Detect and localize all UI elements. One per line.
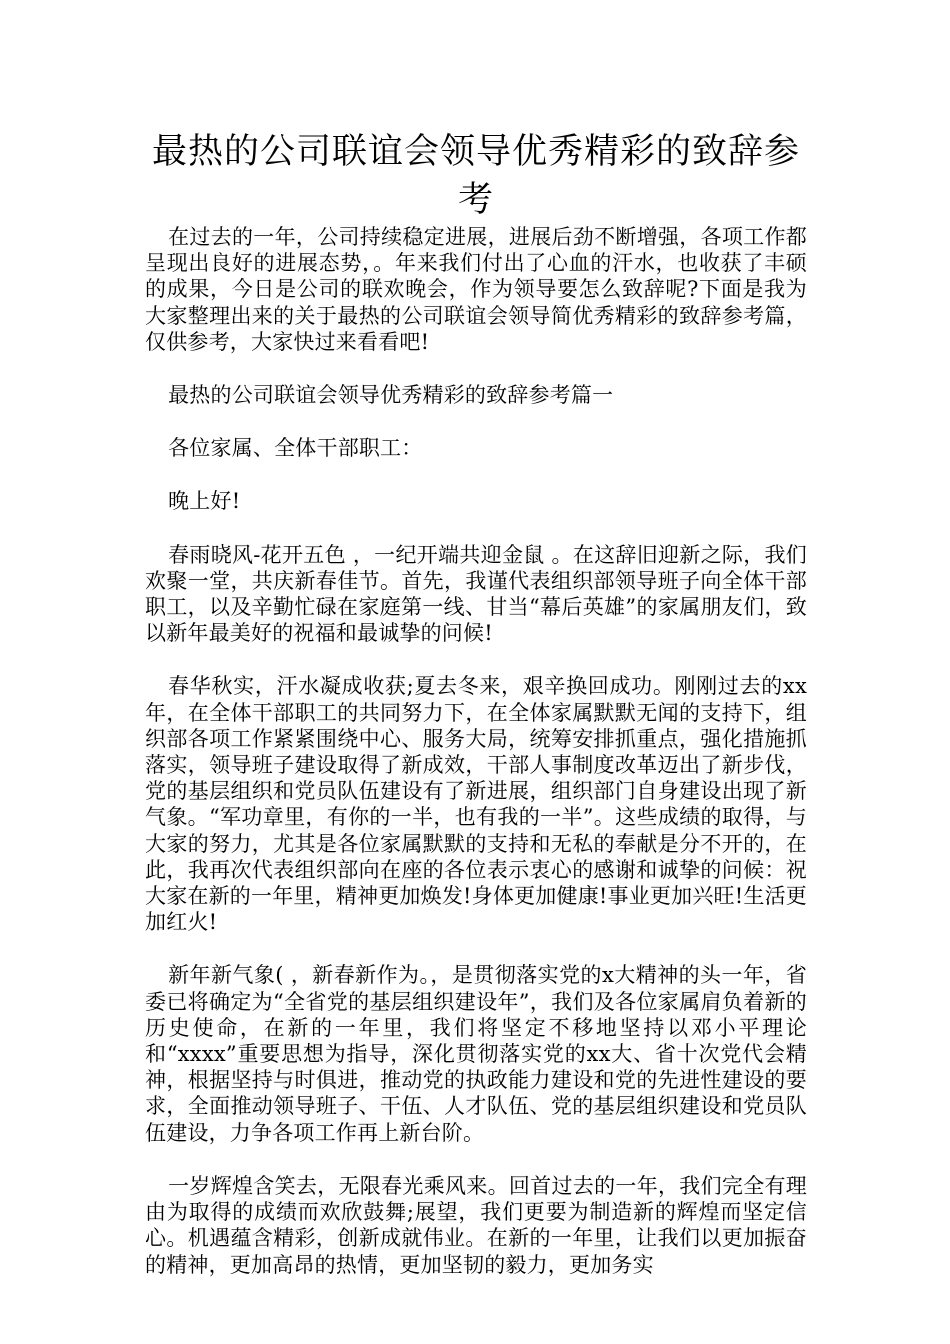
paragraph-gap [145,646,807,673]
document-page [145,128,807,1278]
body-paragraph-4: 一岁辉煌含笑去，无限春光乘风来。回首过去的一年，我们完全有理由为取得的成绩而欢欣鼓舞;展望，我们更要为制造新的辉煌而坚定信心。机遇蕴含精彩，创新成就伟业。在新的一年里，让我们以更加振奋的精神，更加高昂的热情，更加坚韧的毅力，更加务实 [145,1173,807,1277]
body-paragraph-1: 春雨晓风-花开五色 ，一纪开端共迎金鼠 。在这辞旧迎新之际，我们欢聚一堂，共庆新春佳节。首先，我谨代表组织部领导班子向全体干部职工，以及辛勤忙碌在家庭第一线、甘当“幕后英雄”的家属朋友们，致以新年最美好的祝福和最诚挚的问候! [145,542,807,646]
intro-paragraph: 在过去的一年，公司持续稳定进展，进展后劲不断增强，各项工作都呈现出良好的进展态势，。年来我们付出了心血的汗水，也收获了丰硕的成果，今日是公司的联欢晚会，作为领导要怎么致辞呢?下面是我为大家整理出来的关于最热的公司联谊会领导简优秀精彩的致辞参考篇，仅供参考，大家快过来看看吧! [145,225,807,354]
document-title: 最热的公司联谊会领导优秀精彩的致辞参考 [151,132,800,220]
paragraph-gap [145,935,807,962]
paragraph-gap [145,515,807,542]
salutation: 各位家属、全体干部职工： [168,436,423,461]
paragraph-gap [145,408,807,435]
paragraph-gap [145,1146,807,1173]
paragraph-gap [145,461,807,488]
section-heading: 最热的公司联谊会领导优秀精彩的致辞参考篇一 [168,383,614,408]
greeting: 晚上好! [168,489,241,514]
body-paragraph-2: 春华秋实，汗水凝成收获;夏去冬来，艰辛换回成功。刚刚过去的xx年，在全体干部职工的共同努力下，在全体家属默默无闻的支持下，组织部各项工作紧紧围绕中心、服务大局，统筹安排抓重点，强化措施抓落实，领导班子建设取得了新成效，干部人事制度改革迈出了新步伐，党的基层组织和党员队伍建设有了新进展，组织部门自身建设出现了新气象。“军功章里，有你的一半，也有我的一半”。这些成绩的取得，与大家的努力，尤其是各位家属默默的支持和无私的奉献是分不开的，在此，我再次代表组织部向在座的各位表示衷心的感谢和诚挚的问候：祝大家在新的一年里，精神更加焕发!身体更加健康!事业更加兴旺!生活更加红火! [145,674,807,935]
paragraph-gap [145,355,807,382]
body-paragraph-3: 新年新气象( ，新春新作为。，是贯彻落实党的x大精神的头一年，省委已将确定为“全省党的基层组织建设年”，我们及各位家属肩负着新的历史使命，在新的一年里，我们将坚定不移地坚持以邓小平理论和“xxxx”重要思想为指导，深化贯彻落实党的xx大、省十次党代会精神，根据坚持与时俱进，推动党的执政能力建设和党的先进性建设的要求，全面推动领导班子、干伍、人才队伍、党的基层组织建设和党员队伍建设，力争各项工作再上新台阶。 [145,963,807,1145]
